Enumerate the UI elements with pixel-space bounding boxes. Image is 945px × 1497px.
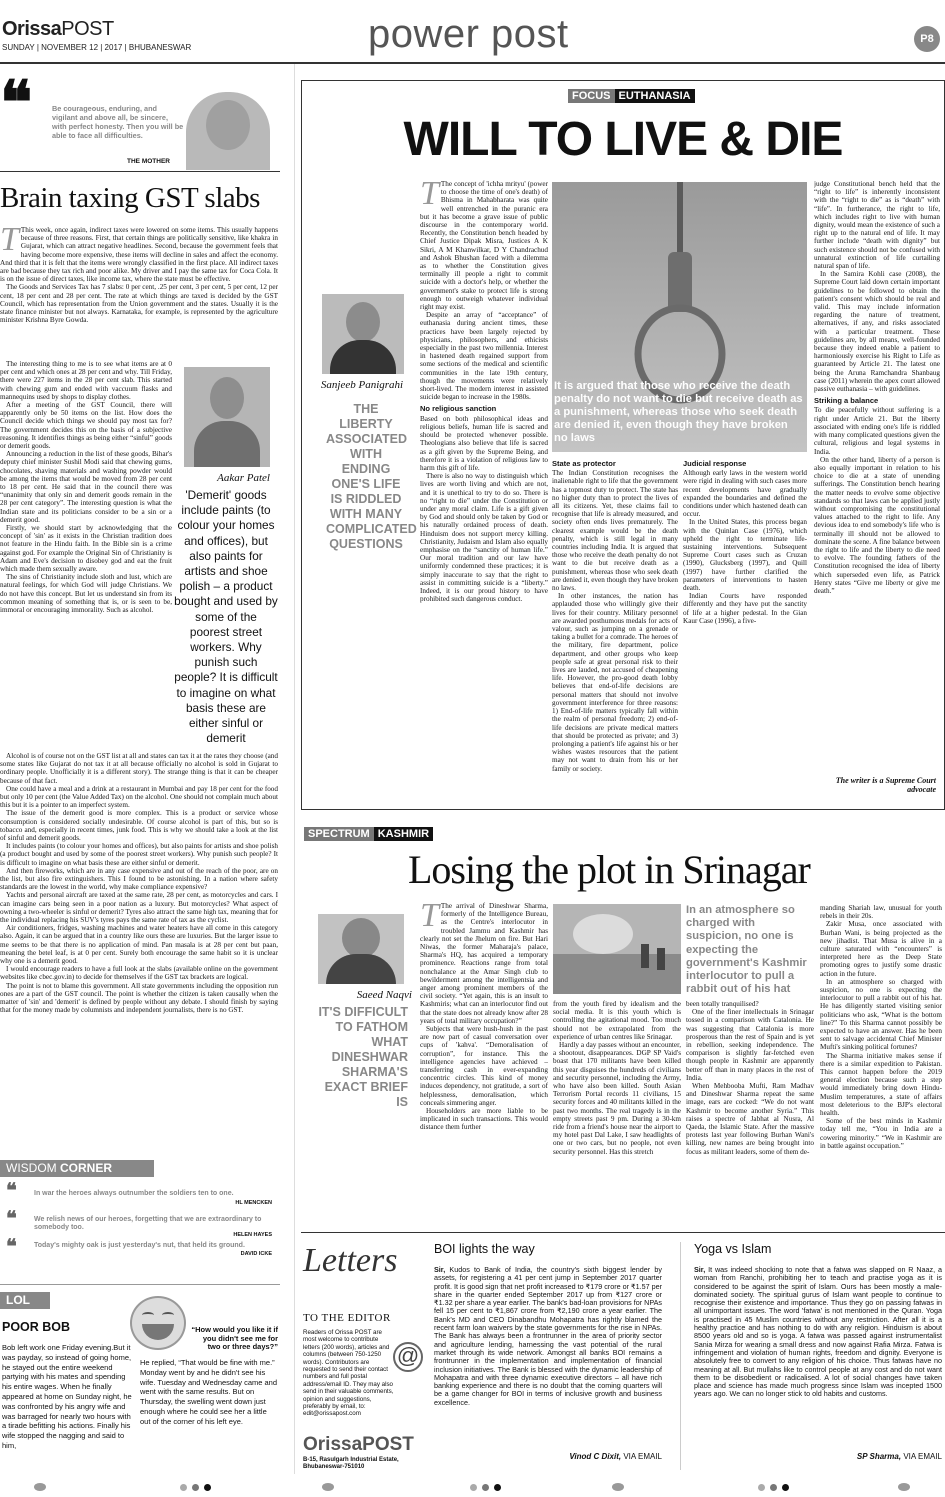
- logo: [2, 18, 114, 41]
- at-icon: @: [393, 1342, 423, 1372]
- lol-col1: Bob left work one Friday evening.But it was payday, so instead of going home, he stayed out the entire weekend partying with his mates and spending his entire wages. When he finally appeared at home on Sunday night, he was confronted by his angry wife and was barraged for nearly two hours with a tirade befitting his actions. Finally his wife stopped the nagging and said to him,: [2, 1343, 132, 1450]
- lol-col2: He replied, “That would be fine with me.” Monday went by and he didn't see his wife. Tuesday and Wednesday came and went with the same results. But on Thursday, the swelling went down just enough where he could see her a little out of the corner of his left eye.: [140, 1358, 278, 1426]
- author-name-editorial: Aakar Patel: [217, 472, 270, 484]
- wisdom-item: ❝ We relish news of our heroes, forgetting that we are extraordinary to somebody too. HELEN HAYES: [6, 1208, 272, 1238]
- focus-tag: FOCUS EUTHANASIA: [568, 86, 695, 104]
- focus-col2: State as protector The Indian Constitution recognises the inalienable right to life that the government has a topmost duty to protect. The state has no higher duty than to protect the lives of all its citizens. Yet, these claims fail to recognise that life is already measured, and society often ends lives prematurely. The clearest example would be the death penalty, which is still legal in many countries including India. It is argued that those who receive the death penalty do not want to die but receive death as a punishment, whereas those who seek death are denied it, even though they have broken no laws. In other instances, the nation has applauded those who willingly give their lives for their country. Military personnel are awarded posthumous medals for acts of valour, such as jumping on a grenade or taking a bullet for a comrade. The heroes of the military, fire department, police department, and other groups who keep people safe at great personal risk to their lives are lauded, not accused of cheapening life. However, the pro-good death lobby believes that end-of-life decisions are personal matters that should not involve government interference for three reasons: 1) End-of-life matters typically fall within the realm of personal freedom; 2) end-of-life decisions are private medical matters that should be protected as private; and 3) prolonging a patient's life against his or her wishes wastes resources that the patient may not want to drain from his or her family or society.: [552, 460, 678, 773]
- author-photo-aakar-patel: [184, 367, 270, 467]
- focus-col4: judge Constitutional bench held that the “right to life” is inherently inconsistent with the “right to die” as is “death” with “life”. In furtherance, the right to life, which includes right to live with human dignity, would mean the existence of such a right up to the natural end of life. It may further include “death with dignity” but such existence should not be confused with unnatural extinction of life curtailing natural span of life. In the Samira Kohli case (2008), the Supreme Court laid down certain important guidelines to be followed to obtain the patient's consent which should be real and valid. This may include information regarding the nature of treatment, alternatives, if any, and risks associated with a particular treatment. These guidelines are, by all means, well-founded because they indeed enable a patient to harmoniously exercise his Right to Life as guaranteed by Article 21. The latest one being the Aruna Ramchandra Shanbaug case (2011) wherein the apex court allowed passive euthanasia – with guidelines. Striking a balance To die peacefully without suffering is a right under Article 21. But the liberty associated with ending one's life is riddled with many complicated questions given the cultural, religious and legal systems in India. On the other hand, liberty of a person is also equally important in relation to his choice to die at a state of unending sufferings. The Constitution bench hearing the matter needs to evolve some objective standards so that laws can be applied justly without compromising the constitutional values attached to the right to life. Any devious idea to end somebody's life who is terminally ill should not be allowed to dominate the scene. A fine balance between the right to life and the liberty to die need to evolve. The founding fathers of the Constitution recognised the idea of liberty which superseded even life, as Patrick Henry states “Give me liberty or give me death.”: [814, 180, 940, 595]
- wisdom-header: [0, 1160, 154, 1177]
- letter-yoga-body: Sir, It was indeed shocking to note that a fatwa was slapped on R Naaz, a woman from Ranchi, prohibiting her to teach and practise yoga as it is considered to be against the spirit of Islam. Ours has been mostly a male-dominated society. The spiritual gurus of Islam want people to continue to recognise their existence and importance. Thus they go on passing fatwas in all unimportant issues. The word 'fatwa' is not mentioned in the Quran. Yoga is practised in 45 Muslim countries without any restriction. After all it is a healthy practice and has nothing to do with any religion. Hinduism is about 8500 years old and so is yoga. A fatwa was passed against instrumentalist Sania Mirza for wearing a small dress and now against Rafia Mirza. Fatwa is infringement and violation of human rights, freedom and dignity. Everyone is absolutely free to convert to any religion of his choice. Thus fatwas have no meaning at all. But mullahs like to control people at any cost and do not want them to be disobedient or radicalised. A lot of social changes have taken place and science has made much progress since Islam was incepted 1500 years ago. We can no longer stick to old habits and customs.: [694, 1266, 942, 1399]
- srinagar-photo: [553, 904, 681, 994]
- spectrum-headline: Losing the plot in Srinagar: [408, 847, 810, 892]
- logo-suffix: POST: [61, 18, 114, 40]
- masthead-rule: [0, 62, 945, 64]
- editorial-headline: Brain taxing GST slabs: [0, 182, 260, 214]
- masthead: [0, 0, 945, 62]
- page-number: P8: [914, 26, 940, 52]
- editorial-body-top: T This week, once again, indirect taxes were lowered on some items. This usually happens because of three reasons. First, that certain things are politically sensitive, like khakra in Gujarat, which can attract negative headlines. Second, because the government feels that having become more expensive, these items will decline in sales and affect the economy. And third that it is felt that the items were wrongly classified in the first place. All indirect taxes are bad because they tax rich and poor alike. My driver and I pay the same tax for Coca Cola. It is on the issue of direct taxes, like income tax, where the state must be effective. The Goods and Services Tax has 7 slabs: 0 per cent, .25 per cent, 3 per cent, 5 per cent, 12 per cent, 18 per cent and 28 per cent. The rate at which things are taxed is decided by the GST Council, which has representation from the Union government and the states. Usually it is the state finance minister but not always. Karnataka, for example, is represented by the agriculture minister Krishna Byre Gowda.: [0, 226, 278, 325]
- editorial-body-bottom: Alcohol is of course not on the GST list at all and states can tax it at the rates they choose (and some states like Gujarat do not tax it at all because officially no alcohol is sold in Gujarat to ordinary people. Unofficially it is a different story). The strange thing is that it can be cheaper because of that fact. One could have a meal and a drink at a restaurant in Mumbai and pay 18 per cent for the food but only 10 per cent (the Value Added Tax) on the alcohol. One should not complain much about this but it is a pointer to an imperfect system. The issue of the demerit good is more complex. This is a product or service whose consumption is considered socially undesirable. Of course alcohol is part of this, but so is tobacco and, especially in recent times, junk food. This is why we should take a look at the list of sinful and demerit goods. It includes paints (to colour your homes and offices), but also paints for artists and shoe polish (a product bought and used by some of the poorest street workers). Why punish such people? It is difficult to imagine on what basis these are either sinful or demerit. And then fireworks, which are in any case expensive and out of the reach of the poor, are on the list, but also fire extinguishers. This I found to be astonishing. In a nation where safety standards are the lowest in the world, why make compliance expensive? Yachts and personal aircraft are taxed at the same rate, 28 per cent, as motorcycles and cars. I can imagine cars being seen in a poor nation as a luxury. But motorcycles? What aspect of owning a two-wheeler is sinful or demerit? Tyres also attract the same high tax, meaning that for the individual replacing his SUV's tyres pays the same rate of tax as the cyclist. Air conditioners, fridges, washing machines and water heaters have all come in this category also. Again, it can be argued that in a country like ours these are luxuries. But the larger issue to me seems to be that there is no application of mind. Pan masala is at 28 per cent but paan, meaning the betel leaf, is at 0 per cent. Surely both encourage the same habit so it is unclear why one is a demerit good. I would encourage readers to have a full look at the slabs (available online on the government websites like cbec.gov.in) to decide for themselves if the GST tax brackets are logical. The point is not to blame this government. All state governments including the opposition run ones are a part of the GST council. The point is whether the citizen is taken causally when the matter of 'sin' and 'demerit' is defined by people without any debate. I should finish by saying that for the money made by columnists and independent journalists, there is no GST.: [0, 752, 278, 1015]
- spectrum-col2: from the youth fired by idealism and the social media. It is this youth which is controlling the agitational mood. Too much should not be extrapolated from the experience of urban centres like Srinagar. Hardly a day passes without an encounter, a shootout, disappearances. DGP SP Vaid's boast that 170 militants have been killed this year disguises the hundreds of civilians and security personnel, including the Army, who have also been killed. South Asian Terrorism Portal records 11 civilians, 15 security forces and 40 militants killed in the past two months. The real tragedy is in the empty streets past 9 pm. During a 30-km ride from a friend's house near the airport to my hotel past Dal Lake, I saw headlights of one or two cars, but no people, not even security personnel. Has this stretch: [553, 1000, 681, 1156]
- focus-pull-quote: THE LIBERTY ASSOCIATED WITH ENDING ONE'S LIFE IS RIDDLED WITH MANY COMPLICATED QUESTIONS: [326, 402, 417, 551]
- author-photo-sanjeeb: [322, 294, 404, 374]
- letter-boi-body: Sir, Kudos to Bank of India, the country's sixth biggest lender by assets, for registering a 41 per cent jump in September 2017 quarter profit. It is good sign that net profit increased to ₹179 crore or ₹1.57 per share in the quarter ended September 2017 up from ₹127 crore or ₹1.32 per share a year earlier. The bank's bad-loan provisions for NPAs fell 15 per cent to ₹1,867 crore from ₹2,190 crore a year earlier. The Bank's MD and CEO Dinabandhu Mohapatra has rightly blamed the recent farm loan waivers by the state governments for the rise in NPAs. The Bank has always been a frontrunner in the area of priority sector and agriculture lending, harnessing the vast potential of the rural market through its wide network. Amongst all banks BOI remains a frontrunner in the implementation and implementation of financial inclusion initiatives. The Bank is blessed with the dynamic leadership of Mohapatra and with three dynamic executive directors – all have rich banking experience and there is no doubt that the coming quarters will be a game changer for BOI in terms of inclusive growth and business excellence.: [434, 1266, 662, 1407]
- spectrum-col4: manding Shariah law, unusual for youth rebels in their 20s. Zakir Musa, once associated with Burhan Wani, is being projected as the new jihadist. That Musa is alive in a culture saturated with “encounters” is interpreted here as the Deep State promoting ogres to justify some drastic action in the future. In an atmosphere so charged with suspicion, no one is expecting the interlocutor to pull a rabbit out of his hat. He has diligently started visiting senior politicians who ask, “What is the bottom line?” To this Sharma cannot possibly be expected to have an answer. Has he been sent to salvage accidental Chief Minister Mufti's sinking political fortunes? The Sharma initiative makes sense if there is a similar expedition to Pakistan. This cannot happen before the 2019 general election because such a step would immediately bring down Hindu-Muslim temperatures, a state of affairs most deleterious to the BJP's electoral health. Some of the best minds in Kashmir today tell me, “You in India are a cowering minority.” “We in Kashmir are in battle against occupation.”: [820, 904, 942, 1150]
- spectrum-side-quote: In an atmosphere so charged with suspicion, no one is expecting the government's Kashmir interlocutor to pull a rabbit out of his hat: [686, 904, 807, 996]
- wisdom-title-a: WISDOM: [6, 1161, 57, 1175]
- noose-photo: [552, 182, 807, 452]
- quote-mark-icon: ❝: [6, 1180, 17, 1202]
- date-line: SUNDAY | NOVEMBER 12 | 2017 | BHUBANESWAR: [2, 43, 192, 52]
- editorial-pull-quote: 'Demerit' goods include paints (to colour your homes and offices), but also paints for artists and shoe polish – a product bought and used by some of the poorest street workers. Why punish such people? It is difficult to imagine on what basis these are either sinful or demerit: [174, 488, 278, 746]
- section-title: power post: [368, 12, 569, 56]
- quote-marks-icon: ❝: [0, 69, 33, 136]
- lol-bubble: “How would you like it if you didn't see me for two or three days?”: [191, 1325, 278, 1351]
- author-name-focus: Sanjeeb Panigrahi: [320, 379, 404, 391]
- focus-headline: WILL TO LIVE & DIE: [403, 113, 843, 166]
- quote-mark-icon: ❝: [6, 1208, 17, 1230]
- focus-photo-caption: It is argued that those who receive the death penalty do not want to die but receive death as a punishment, whereas those who seek death are denied it, even though they have broken no laws: [554, 380, 803, 444]
- spectrum-col3: been totally tranquilised? One of the finer intellectuals in Srinagar tossed in a comparison with Catalonia. He was suggesting that Catalonia is more prosperous than the rest of Spain and is yet in rebellion, seeking independence. The comparison is slightly far-fetched even though people in Kashmir are apparently better off than in many places in the rest of India. When Mehbooba Mufti, Ram Madhav and Dineshwar Sharma repeat the same image, ears are cocked: “We do not want Kashmir to become another Syria.” This raises a spectre of Jabhat al Nusra, Al Qaeda, the Islamic State. After the massive protests last year following Burhan Wani's killing, new names are being brought into focus as militant leaders, some of them de-: [686, 1000, 814, 1156]
- lol-label: LOL: [0, 1292, 50, 1309]
- focus-writer-note: The writer is a Supreme Court advocate: [835, 776, 936, 794]
- quote-mark-icon: ❝: [6, 1236, 17, 1258]
- letters-logo: OrissaPOST: [303, 1434, 414, 1455]
- wisdom-list: [0, 1180, 278, 1284]
- wisdom-title-b: CORNER: [60, 1161, 113, 1175]
- author-name-spectrum: Saeed Naqvi: [356, 989, 412, 1001]
- letter-yoga: [694, 1242, 944, 1470]
- letters-title: Letters: [303, 1242, 398, 1279]
- spectrum-tag: SPECTRUM KASHMIR: [304, 824, 433, 842]
- letter-boi-signoff: Vinod C Dixit, VIA EMAIL: [569, 1452, 662, 1461]
- letter-yoga-signoff: SP Sharma, VIA EMAIL: [856, 1452, 942, 1461]
- spectrum-pull-quote: IT'S DIFFICULT TO FATHOM WHAT DINESHWAR SHARMA'S EXACT BRIEF IS: [318, 1005, 408, 1109]
- focus-col3: Judicial response Although early laws in the western world were rigid in dealing with such cases more recent developments have gradually expanded the boundaries and defined the conditions under which hastened death can occur. In the United States, this process began with the Quinlan Case (1976), which upheld the right to terminate life-sustaining interventions. Subsequent Supreme Court cases such as Cruzan (1990), Glucksberg (1997), and Quill (1997) have further clarified the parameters of interventions to hasten death. Indian Courts have responded differently and they have put the sanctity of life at a higher pedestal. In the Gian Kaur Case (1996), a five-: [683, 460, 807, 625]
- letter-boi-title: BOI lights the way: [434, 1242, 535, 1256]
- quote-box: [0, 69, 280, 170]
- lol-title: POOR BOB: [2, 1320, 71, 1334]
- author-photo-saeed: [318, 914, 404, 984]
- quote-text: Be courageous, enduring, and vigilant and above all, be sincere, with perfect honesty. Then you will be able to face all difficulties.: [52, 104, 184, 140]
- wisdom-item: ❝ In war the heroes always outnumber the soldiers ten to one. HL MENCKEN: [6, 1180, 272, 1206]
- laughing-emoji-icon: [124, 1290, 194, 1354]
- wisdom-item: ❝ Today's mighty oak is just yesterday's nut, that held its ground. DAVID ICKE: [6, 1236, 272, 1258]
- letter-yoga-title: Yoga vs Islam: [694, 1242, 772, 1256]
- logo-prefix: Orissa: [2, 18, 62, 40]
- registration-marks: [0, 1482, 945, 1492]
- letters-box: [301, 1240, 427, 1470]
- spectrum-col1: T The arrival of Dineshwar Sharma, formerly of the Intelligence Bureau, as the Centre's interlocutor in troubled Jammu and Kashmir has clearly not set the Jhelum on fire. But Hari Niwas, the former Maharaja's palace, Sharma's HQ, has acquired a temporary prominence. Reactions range from total nonchalance at the Amar Singh club to bewilderment among the intelligentsia and anger among prominent members of the civil society. “Yet again, this is an insult to Kashmiris; what can an interlocutor find out that the state does not already know after 28 years of total military occupation?” Subjects that were hush-hush in the past are now part of casual conversation over cups of 'kahva'. “Demoralisation of corruption”, for instance. This the intelligence agencies have achieved – transferring cash in ever-expanding concentric circles. This kind of money induces dependency, not gratitude, a sort of helplessness, demoralisation, which conceals simmering anger. Householders are more liable to be implicated in such transactions. This would distance them further: [420, 902, 548, 1132]
- focus-col1: T The concept of 'ichha mrityu' (power to choose the time of one's death) of Bhisma in Mahabharata was quite well entrenched in the puranic era but it has become a grave issue of public discourse in the contemporary world. Recently, the Constitution bench headed by Chief Justice Dipak Misra, Justices A K Sikri, A M Khanwilkar, D Y Chandrachud and Ashok Bhushan faced with a dilemma as to whether the Constitution gives terminally ill people a right to commit suicide with a doctor's help, or whether the government's stake to protect life is strong enough to outweigh whatever individual right may exist. Despite an array of “acceptance” of euthanasia during ancient times, these practices have been largely rejected by physicians, philosophers, and ethicists especially in the past two millennia. Interest in hastened death regained support from some sections of the medical and scientific communities in the late 19th century, though the movements were relatively short-lived. The modern interest in assisted suicide began to increase in the 1980s. No religious sanction Based on both philosophical ideas and religious beliefs, human life is sacred and should be protected whenever possible. Theologians also believe that life is sacred as a gift given by the Supreme Being, and therefore it is a violation of religious law to harm this gift of life. There is also no way to distinguish which lives are worth living and which are not, and it is unethical to try to do so. There is no “right to die” under the Constitution or under any moral claim. Life is a gift given by God and should only be taken by God or his naturally ordained process of death. Hinduism does not support mercy killing. Christianity, Judaism and Islam also equally emphasise on the “sanctity of human life.” Our moral tradition and our law have uniformly condemned these practices; it is simply inaccurate to say that the right to assist in committing suicide is a “liberty.” Indeed, it is our proud history to have prohibited such dangerous conduct.: [420, 180, 548, 604]
- letters-subtitle: TO THE EDITOR: [303, 1312, 391, 1324]
- letter-boi: [434, 1242, 662, 1470]
- letters-address: B-15, Rasulgarh Industrial Estate, Bhubaneswar-751010: [303, 1457, 399, 1470]
- quote-author: THE MOTHER: [127, 158, 170, 165]
- author-photo-the-mother: [186, 92, 270, 170]
- letters-info: Readers of Orissa POST are most welcome to contribute letters (200 words), articles and columns (between 750-1250 words). Contributors are requested to send their contact numbers and full postal address/email ID. They may also send in their valuable comments, opinion and suggestions, preferably by email, to: edit@orissapost.com: [303, 1329, 394, 1418]
- editorial-body-left: The interesting thing to me is to see what items are at 0 per cent and which ones at 28 per cent and why. Till Friday, there were 227 items in the 28 per cent slab. This started with chewing gum and ended with vaccuum flasks and mannequins used by shops to display clothes. After a meeting of the GST Council, there will apparently only be 50 items on the list. How does the Council decide which things we should pay most tax for? The government decides this on the basis of a subjective reasoning. It identifies things as being either “sinful” goods or demerit goods. Announcing a reduction in the list of these goods, Bihar's deputy chief minister Sushil Modi said that chewing gums, chocolates, shaving materials and washing powder would be among the items that would be moved from 28 per cent to 18 per cent. He said that in the council there was “unanimity that only sin and demerit goods remain in the 28 per cent category”. The interesting question is what the Indian state and its politicians consider to be a sin or a demerit good. Firstly, we should start by acknowledging that the concept of 'sin' as it exists in the Christian tradition does not feature in the Hindu faith. In the Bible sin is a crime against god. For example the Original Sin of Christianity is Adam and Eve's decision to disobey god and eat the fruit which made them sexually aware. The sins of Christianity include sloth and lust, which are natural feelings, for which God will judge Christians. We do not have this concept. But let us understand sin from its common meaning of something that is, or is seen to be, immoral or encouraging immorality. Such as alcohol.: [0, 360, 172, 615]
